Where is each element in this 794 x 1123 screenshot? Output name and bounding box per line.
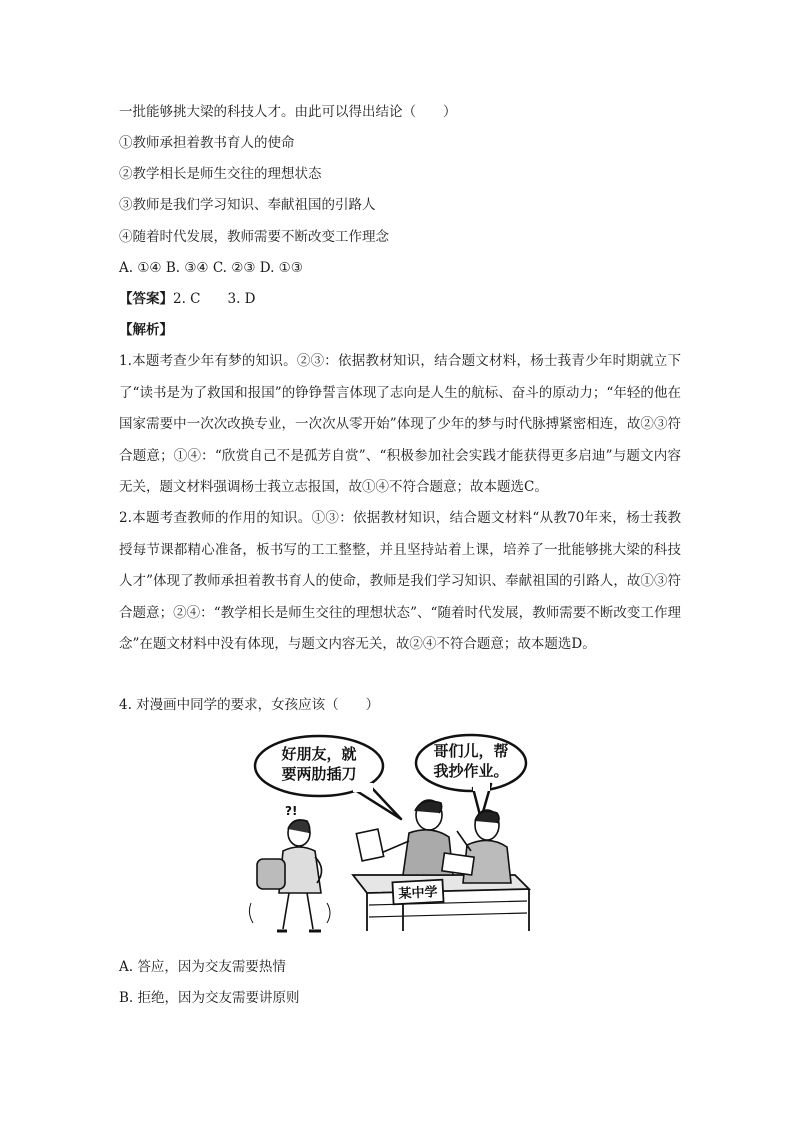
bubble-right-line-2: 我抄作业。 [433,762,509,780]
question-stem-continued: 一批能够挑大梁的科技人才。由此可以得出结论（ ） [119,104,457,120]
desk-sign: 某中学 [398,884,438,903]
question-4-stem: 4. 对漫画中同学的要求，女孩应该（ ） [119,697,380,713]
boy-left-figure [356,800,453,875]
answer-options: A. ①④ B. ③④ C. ②③ D. ①③ [119,260,303,276]
girl-exclamation-mark: ?! [285,804,298,818]
cartoon-illustration [243,733,535,937]
bubble-left-line-1: 好朋友，就 [281,745,357,763]
bubble-left-line-2: 要两肋插刀 [281,765,357,783]
bubble-right-line-1: 哥们儿，帮 [433,742,509,760]
girl-figure [249,804,330,931]
option-a: A. 答应，因为交友需要热情 [119,959,286,975]
boy-right-figure [442,810,511,883]
analysis-paragraph-1: 1.本题考查少年有梦的知识。②③：依据教材知识，结合题文材料，杨士莪青少年时期就立下了“读书是为了救国和报国”的铮铮誓言体现了志向是人生的航标、奋斗的原动力；“年轻的他在国家需要中一次次改换专业，一次次从零开始”体现了少年的梦与时代脉搏紧密相连，故②③符合题意；①④：“欣赏自己不是孤芳自赏”、“积极参加社会实践才能获得更多启迪”与题文内容无关，题文材料强调杨士莪立志报国，故①④不符合题意；故本题选C。 [119,353,681,495]
answer-line [119,289,684,309]
statement-4: ④随着时代发展，教师需要不断改变工作理念 [119,229,389,245]
answer-label: 【答案】 [119,291,173,307]
statement-1: ①教师承担着教书育人的使命 [119,135,295,151]
answer-value: 2. C 3. D [173,291,256,307]
analysis-paragraph-2: 2.本题考查教师的作用的知识。①③：依据教材知识，结合题文材料“从教70年来，杨士莪教授每节课都精心准备，板书写的工工整整，并且坚持站着上课，培养了一批能够挑大梁的科技人才”体现了教师承担着教书育人的使命，教师是我们学习知识、奉献祖国的引路人，故①③符合题意；②④：“教学相长是师生交往的理想状态”、“随着时代发展，教师需要不断改变工作理念”在题文材料中没有体现，与题文内容无关，故②④不符合题意；故本题选D。 [119,510,681,652]
statement-3: ③教师是我们学习知识、奉献祖国的引路人 [119,197,376,213]
statement-2: ②教学相长是师生交往的理想状态 [119,166,322,182]
analysis-label: 【解析】 [119,322,173,338]
option-b: B. 拒绝，因为交友需要讲原则 [119,990,300,1006]
speech-bubble-left [255,736,401,819]
